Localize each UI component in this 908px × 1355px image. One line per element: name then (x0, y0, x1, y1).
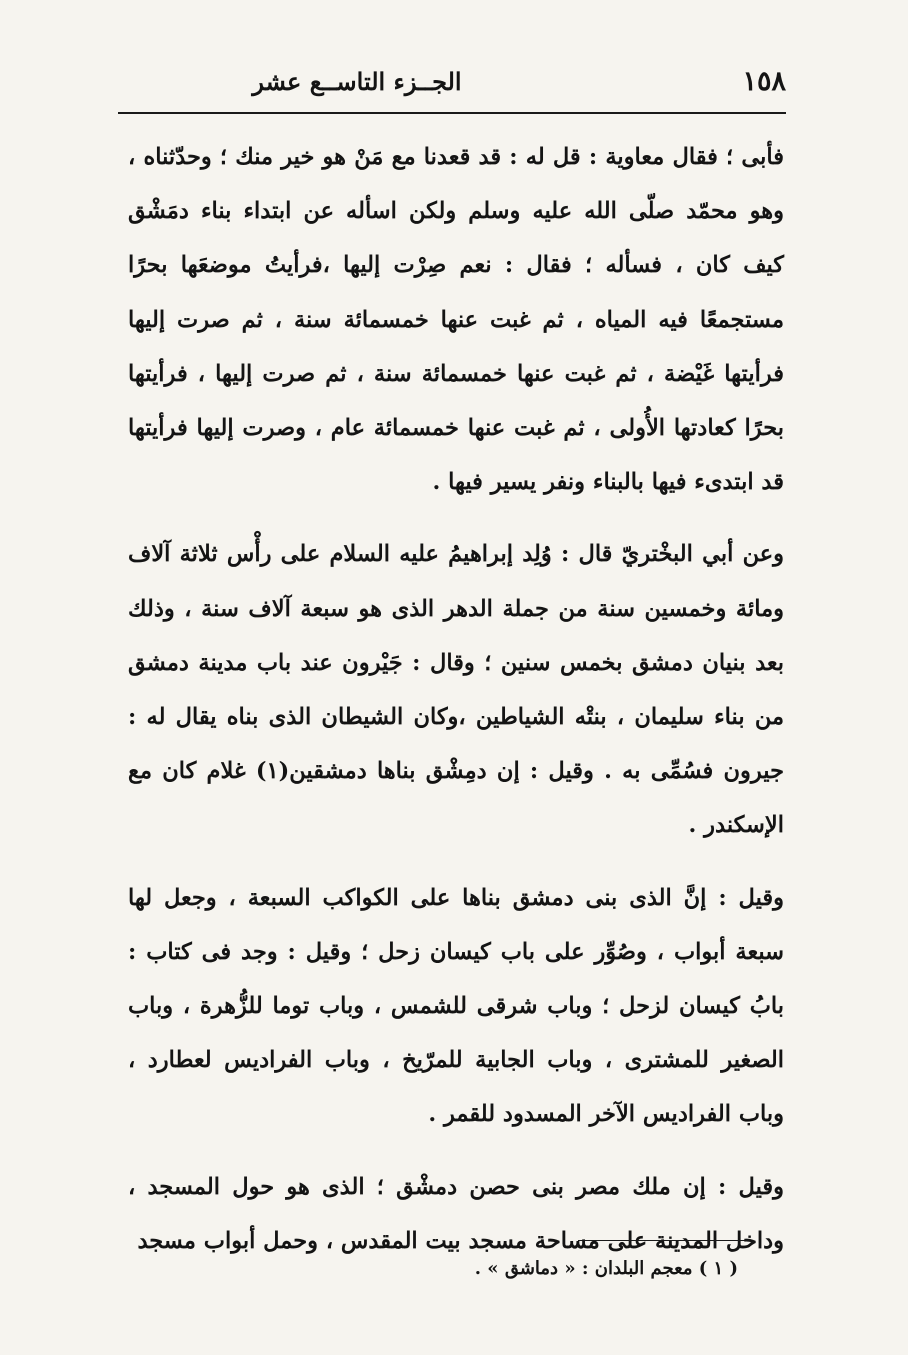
body-text (128, 130, 784, 1268)
header-rule (118, 112, 786, 114)
page-number: ١٥٨ (742, 66, 786, 97)
footnote-rule (578, 1240, 750, 1241)
footnote: ( ١ ) معجم البلدان : « دماشق » . (474, 1258, 738, 1279)
paragraph-3: وقيل : إنَّ الذى بنى دمشق بناها على الكواكب السبعة ، وجعل لها سبعة أبواب ، وصُوِّر على باب كيسان زحل ؛ وقيل : وجد فى كتاب : بابُ كيسان لزحل ؛ وباب شرقى للشمس ، وباب توما للزُّهرة ، وباب الصغير للمشترى ، وباب الجابية للمرّيخ ، وباب الفراديس لعطارد ، وباب الفراديس الآخر المسدود للقمر . (128, 884, 784, 1128)
paragraph-1: فأبى ؛ فقال معاوية : قل له : قد قعدنا مع مَنْ هو خير منك ؛ وحدّثناه ، وهو محمّد صلّى الله عليه وسلم ولكن اسأله عن ابتداء بناء دمَشْق كيف كان ، فسأله ؛ فقال : نعم صِرْت إليها ،فرأيتُ موضعَها بحرًا مستجمعًا فيه المياه ، ثم غبت عنها خمسمائة سنة ، ثم صرت إليها فرأيتها غَيْضة ، ثم غبت عنها خمسمائة سنة ، ثم صرت إليها ، فرأيتها بحرًا كعادتها الأُولى ، ثم غبت عنها خمسمائة عام ، وصرت إليها فرأيتها قد ابتدىء فيها بالبناء ونفر يسير فيها . (128, 144, 784, 496)
running-title: الجــزء التاســع عشر (252, 67, 462, 96)
paragraph-4: وقيل : إن ملك مصر بنى حصن دمشْق ؛ الذى هو حول المسجد ، وداخل المدينة على مساحة مسجد بيت المقدس ، وحمل أبواب مسجد (128, 1173, 784, 1254)
paragraph-2: وعن أبي البخْتريّ قال : وُلِد إبراهيمُ عليه السلام على رأْس ثلاثة آلاف ومائة وخمسين سنة من جملة الدهر الذى هو سبعة آلاف سنة ، وذلك بعد بنيان دمشق بخمس سنين ؛ وقال : جَيْرون عند باب مدينة دمشق من بناء سليمان ، بنتْه الشياطين ،وكان الشيطان الذى بناه يقال له : جيرون فسُمِّى به . وقيل : إن دمِشْق بناها دمشقين(١) غلام كان مع الإسكندر . (128, 541, 785, 839)
page-header (118, 62, 786, 106)
